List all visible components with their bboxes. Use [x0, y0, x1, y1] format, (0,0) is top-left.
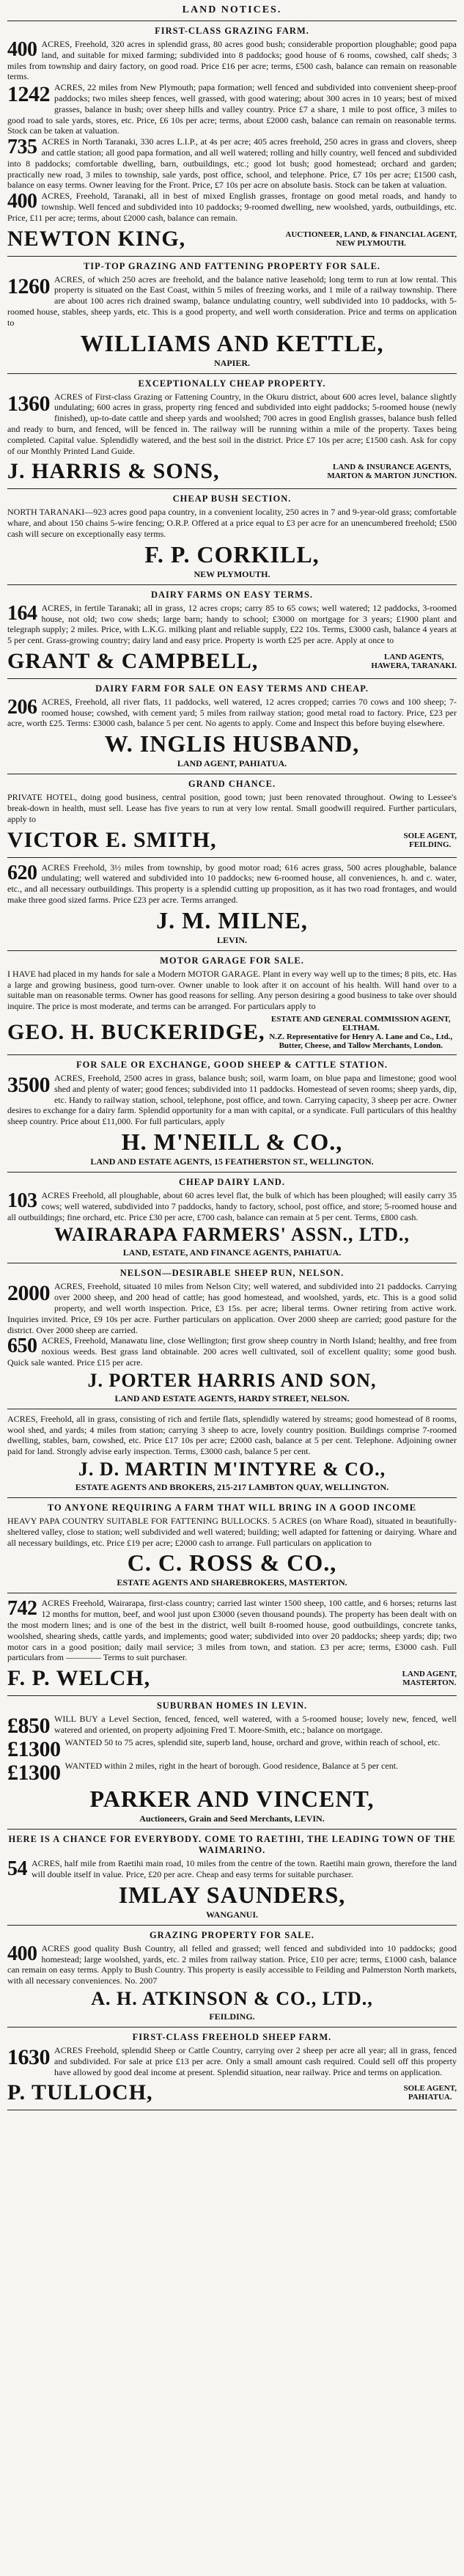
ad-paragraph: [7, 1335, 457, 1368]
divider: [7, 1172, 457, 1173]
ad-title: FIRST-CLASS GRAZING FARM.: [155, 26, 309, 36]
agent-role: LAND & INSURANCE AGENTS,: [332, 463, 452, 472]
acreage-figure: 54: [7, 1857, 27, 1881]
agent-name: J. M. MILNE,: [156, 906, 308, 933]
acreage-figure: 742: [7, 1597, 37, 1621]
agent-signature: [7, 1786, 457, 1824]
ad-block: [7, 378, 457, 490]
ad-block: [7, 683, 457, 774]
agent-place: ESTATE AGENTS AND BROKERS, 215-217 LAMBTON QUAY, WELLINGTON.: [75, 1481, 389, 1492]
ad-block: [7, 779, 457, 857]
acreage-figure: 2000: [7, 1281, 50, 1306]
ad-title: SUBURBAN HOMES IN LEVIN.: [156, 1700, 308, 1711]
agent-signature: [7, 459, 457, 484]
ad-block: [7, 862, 457, 951]
agent-name: P. TULLOCH,: [7, 2080, 153, 2105]
divider: [7, 2027, 457, 2028]
ad-title: GRAND CHANCE.: [188, 779, 276, 790]
agent-place: LAND AND ESTATE AGENTS, HARDY STREET, NELSON.: [114, 1392, 350, 1403]
agent-place: LAND AND ESTATE AGENTS, 15 FEATHERSTON ST., WELLINGTON.: [90, 1156, 374, 1167]
ad-paragraph: [7, 2045, 457, 2077]
ad-text: ACRES, Freehold, Manawatu line, close Wellington; first grow sheep country in North Island; healthy, and free from noxious weeds. Best grass land obtainable. 200 acres well cultivated, soil of excellent quality; some good bush. Quick sale wanted. Price £15 per acre.: [7, 1335, 457, 1368]
agent-name: GEO. H. BUCKERIDGE,: [7, 1020, 265, 1045]
ad-paragraph: [7, 792, 457, 824]
acreage-figure: 206: [7, 695, 37, 719]
agent-signature: [7, 828, 457, 853]
ad-block: [7, 261, 457, 374]
agent-role-block: [285, 230, 457, 248]
agent-name: C. C. ROSS & CO.,: [127, 1549, 337, 1577]
ad-text: ACRES, half mile from Raetihi main road, 10 miles from the centre of the town. Raetihi main grown, therefore the land will double itself in value. Price, £20 per acre. Cheap and easy terms for suitable purchaser.: [32, 1858, 457, 1879]
agent-signature: [7, 1370, 457, 1404]
agent-row: [7, 649, 457, 674]
ad-block: [7, 1502, 457, 1593]
ad-text: ACRES Freehold, 3½ miles from township, by good motor road; 616 acres grass, 500 acres ploughable, balance undulating; well watered and subdivided into 10 paddocks; new 6-roomed house, all conveniences, h. and c. water, etc., and all necessary outbuildings. This property is a splendid cutting up proposition, as it has two road frontages, and would make three good sized farms. Price £23 per acre. Terms arranged.: [7, 862, 457, 906]
acreage-figure: £850: [7, 1714, 50, 1739]
divider: [7, 1497, 457, 1498]
ad-block: [7, 493, 457, 584]
ad-title: TIP-TOP GRAZING AND FATTENING PROPERTY FOR SALE.: [83, 260, 381, 271]
ad-title: TO ANYONE REQUIRING A FARM THAT WILL BRING IN A GOOD INCOME: [47, 1502, 417, 1513]
agent-name: J. D. MARTIN M'INTYRE & CO.,: [78, 1458, 386, 1480]
agent-signature: [7, 2080, 457, 2105]
ad-text: ACRES in North Taranaki, 330 acres L.I.P., at 4s per acre; 405 acres freehold, 250 acres in grass and clovers, sheep and cattle station; all good papa formation, and all well watered; rolling and hilly country, well fenced and subdivided into 8 paddocks; comfortable dwelling, barn, outbuildings, etc.; good lot bush; good homestead; orchard and garden; practically new road, 3 miles to township, sale yards, post office, school, and telephone. Price, £7 10s per acre; £1500 cash, balance on easy terms. Owner leaving for the Front. Price, £7 10s per acre on absolute basis. Stock can be taken at valuation.: [7, 136, 457, 191]
agent-place: MASTERTON.: [402, 1678, 457, 1688]
agent-role: LAND AGENTS,: [384, 652, 444, 661]
agent-row: [7, 1015, 457, 1050]
agent-signature: [7, 330, 457, 369]
agent-name: J. PORTER HARRIS AND SON,: [87, 1369, 377, 1391]
acreage-figure: £1300: [7, 1761, 61, 1786]
ad-text: ACRES of First-class Grazing or Fattening Country, in the Okuru district, about 600 acres level, balance slightly undulating; 600 acres in grass, property ring fenced and subdivided into eight paddocks; 5-roomed house (newly finished), up-to-date cattle and sheep yards and woolshed; 700 acres in good English grasses, balance bush felled and ready to burn, and fenced, will be fenced in. The railway will be running within a mile of the property. Taxes being completed. Capital value. Splendidly watered, and the best soil in the district. Price £7 10s per acre; £1500 cash. Ask for copy of our Monthly Printed Land Guide.: [7, 391, 457, 456]
section-header: LAND NOTICES.: [182, 4, 282, 15]
acreage-figure: 400: [7, 38, 37, 61]
agent-signature: [7, 1015, 457, 1050]
ad-block: [7, 1930, 457, 2028]
ad-paragraph: [7, 1281, 457, 1335]
acreage-figure: 400: [7, 1942, 37, 1965]
agent-signature: [7, 907, 457, 946]
acreage-figure: 164: [7, 601, 37, 625]
ad-text: WANTED 50 to 75 acres, splendid site, superb land, house, orchard and grove, within reach of school, etc.: [65, 1737, 441, 1748]
ad-block: [7, 955, 457, 1055]
divider: [7, 256, 457, 257]
agent-place: FEILDING.: [409, 840, 452, 849]
divider: [7, 950, 457, 951]
agent-role-block: [403, 2084, 457, 2102]
ad-text: WILL BUY a Level Section, fenced, fenced, well watered, with a 5-roomed house; lovely new, fenced, well watered and oriented, on property adjoining Fred T. Moore-Smith, etc.; balance on mortgage.: [54, 1714, 457, 1735]
agent-place: LEVIN.: [216, 934, 247, 945]
ad-paragraph: [7, 1190, 457, 1222]
ad-block: [7, 590, 457, 679]
ads-list: [7, 26, 457, 2110]
agent-role: ESTATE AND GENERAL COMMISSION AGENT, ELTHAM.: [270, 1015, 451, 1033]
ad-paragraph: [7, 1761, 457, 1784]
ad-title: CHEAP BUSH SECTION.: [172, 493, 292, 504]
acreage-figure: 735: [7, 136, 37, 159]
divider: [7, 1829, 457, 1830]
agent-name: VICTOR E. SMITH,: [7, 827, 217, 852]
divider: [7, 488, 457, 489]
ad-text: ACRES, Freehold, situated 10 miles from Nelson City; well watered, and subdivided into 21 paddocks. Carrying over 2000 sheep, and 200 head of cattle; has good homestead, and woolshed, yards, etc. This is a good solid property, and well worth inspection. Price, £3 15s. per acre; liberal terms. Owner retiring from active work. Inquiries invited. Price, £9 10s per acre. Further particulars on application. Over 2000 sheep are carried; good pasture for the district. Over 2000 sheep are carried.: [7, 1281, 457, 1335]
acreage-figure: 3500: [7, 1073, 50, 1098]
ad-block: [7, 26, 457, 257]
agent-place: LAND, ESTATE, AND FINANCE AGENTS, PAHIATUA.: [122, 1247, 342, 1258]
agent-name: IMLAY SAUNDERS,: [118, 1881, 346, 1908]
agent-place: PAHIATUA.: [408, 2093, 452, 2102]
agent-name: F. P. WELCH,: [7, 1666, 151, 1691]
ad-text: ACRES, in fertile Taranaki; all in grass, 12 acres crops; carry 85 to 65 cows; well watered; 12 paddocks, 3-roomed house, not old; two cow sheds; large barn; handy to school; £3000 on mortgage for 3 years; £1900 plant and telegraph supply; 2 miles. Price, with L.K.G. milking plant and reliable supply, £22 10s. Terms, £3000 cash, balance 4 years at 5 per cent. Grass-growing country; dairy land and easy price. Property is worth £25 per acre. Apply at once to: [7, 602, 457, 646]
agent-place: LAND AGENT, PAHIATUA.: [177, 758, 287, 769]
newspaper-column: [0, 4, 464, 2576]
ad-paragraph: [7, 1414, 457, 1457]
agent-row: [7, 227, 457, 252]
agent-place: N.Z. Representative for Henry A. Lane and Co., Ltd., Butter, Cheese, and Tallow Merchants, London.: [269, 1032, 453, 1051]
agent-signature: [7, 1129, 457, 1167]
ad-paragraph: [7, 969, 457, 1012]
agent-signature: [7, 1666, 457, 1691]
ad-text: PRIVATE HOTEL, doing good business, central position, good town; just been renovated throughout. Owing to Lessee's break-down in health, must sell. Lease has five years to run at very low rental. Small goodwill required. Further particulars, apply to: [7, 792, 457, 824]
agent-row: [7, 2080, 457, 2105]
ad-paragraph: [7, 507, 457, 539]
acreage-figure: 620: [7, 861, 37, 884]
agent-name: F. P. CORKILL,: [144, 540, 320, 568]
ad-text: ACRES, Freehold, 2500 acres in grass, balance bush; soil, warm loam, on blue papa and limestone; good wool shed and plenty of water; good fences; subdivided into 11 paddocks. Homestead of seven rooms; sheep yards, dip, etc. Handy to railway station, school, telephone, post office, and town. Carrying capacity, 3 sheep per acre. Owner desires to exchange for a dairy farm. Splendid opportunity for a man with capital, or a syndicate. Full particulars of this healthy sheep country. Price about £11,000. For full particulars, apply: [7, 1073, 457, 1127]
divider: [7, 1054, 457, 1055]
divider: [7, 678, 457, 679]
ad-text: ACRES Freehold, splendid Sheep or Cattle Country, carrying over 2 sheep per acre all year; all in grass, fenced and subdivided. For sale at price £13 per acre. Only a small amount cash required. Could sell off this property have allowed by good deal income at present. Splendid situation, near railway. Price and terms on application.: [54, 2044, 457, 2077]
agent-role-block: [371, 653, 457, 670]
agent-name: J. HARRIS & SONS,: [7, 459, 220, 484]
acreage-figure: £1300: [7, 1737, 61, 1762]
acreage-figure: 650: [7, 1335, 37, 1358]
agent-name: H. M'NEILL & CO.,: [121, 1129, 343, 1156]
ad-paragraph: [7, 1598, 457, 1663]
ad-title: CHEAP DAIRY LAND.: [179, 1177, 285, 1188]
ad-paragraph: [7, 1073, 457, 1127]
agent-role-block: [402, 1670, 457, 1687]
ad-text: ACRES, 22 miles from New Plymouth; papa formation; well fenced and subdivided into convenient sheep-proof paddocks; two miles sheep fences, well grassed, with good watering; about 300 acres in 10 years; best of mixed grasses, balance in bush; over sheep hills and valley country. Price £7 a share, 1 mile to post office, 3 miles to good road to sale yards, stores, etc. Price, £6 10s per acre; terms, about £2000 cash, balance can remain on reasonable terms. Stock can be taken at valuation.: [7, 82, 457, 136]
ad-paragraph: [7, 191, 457, 223]
agent-role: AUCTIONEER, LAND, & FINANCIAL AGENT,: [285, 230, 457, 239]
agent-role-block: [327, 463, 457, 480]
ad-paragraph: [7, 82, 457, 136]
agent-signature: [7, 1224, 457, 1258]
agent-name: GRANT & CAMPBELL,: [7, 648, 259, 673]
agent-signature: [7, 541, 457, 580]
ad-title: GRAZING PROPERTY FOR SALE.: [149, 1929, 315, 1940]
agent-signature: [7, 1988, 457, 2022]
agent-place: WANGANUI.: [205, 1909, 258, 1920]
ad-title: NELSON—DESIRABLE SHEEP RUN, NELSON.: [119, 1268, 345, 1279]
ad-title: FIRST-CLASS FREEHOLD SHEEP FARM.: [132, 2031, 332, 2042]
divider: [7, 857, 457, 858]
agent-row: [7, 459, 457, 484]
agent-signature: [7, 649, 457, 674]
agent-role: LAND AGENT,: [402, 1670, 457, 1679]
divider: [7, 373, 457, 374]
ad-paragraph: [7, 136, 457, 191]
agent-name: WAIRARAPA FARMERS' ASSN., LTD.,: [54, 1224, 410, 1246]
agent-signature: [7, 1882, 457, 1920]
acreage-figure: 1630: [7, 2044, 50, 2069]
agent-role-block: [403, 832, 457, 849]
ad-title: MOTOR GARAGE FOR SALE.: [160, 955, 304, 966]
agent-name: PARKER AND VINCENT,: [89, 1786, 375, 1813]
ad-text: HEAVY PAPA COUNTRY SUITABLE FOR FATTENING BULLOCKS. 5 ACRES (on Whare Road), situated in beautifully-sheltered valley, close to station; well subdivided and well watered; building; well adapted for fattening or dairying. Whare and all necessary buildings, etc. Price £19 per acre; £2000 cash to arrange. Full particulars on application to: [7, 1515, 457, 1548]
agent-name: A. H. ATKINSON & CO., LTD.,: [91, 1987, 373, 2009]
ad-title: EXCEPTIONALLY CHEAP PROPERTY.: [138, 378, 326, 389]
acreage-figure: 1242: [7, 82, 50, 107]
agent-name: W. INGLIS HUSBAND,: [104, 730, 360, 757]
ad-paragraph: [7, 1858, 457, 1880]
agent-signature: [7, 1549, 457, 1588]
ad-block: [7, 1414, 457, 1498]
acreage-figure: 400: [7, 190, 37, 213]
agent-role: SOLE AGENT,: [403, 831, 457, 840]
agent-role-block: [265, 1015, 457, 1050]
ad-title: DAIRY FARMS ON EASY TERMS.: [150, 589, 314, 600]
acreage-figure: 1360: [7, 391, 50, 416]
agent-signature: [7, 227, 457, 252]
agent-name: WILLIAMS AND KETTLE,: [80, 329, 384, 356]
ad-paragraph: [7, 697, 457, 729]
ad-title: DAIRY FARM FOR SALE ON EASY TERMS AND CHEAP.: [95, 683, 369, 694]
agent-name: NEWTON KING,: [7, 226, 186, 251]
ad-block: [7, 1060, 457, 1173]
agent-place: NEW PLYMOUTH.: [194, 568, 270, 579]
ad-block: [7, 1700, 457, 1830]
ad-text: ACRES good quality Bush Country, all felled and grassed; well fenced and subdivided into 10 paddocks; good homestead; large woolshed, yards, etc. 2 miles from railway station. Price, £10 per acre; terms, £1000 cash, balance can remain on easy terms. Apply to Bush Country. This property is easily accessible to Feilding and Palmerston North markets, with all necessary conveniences. No. 2007: [7, 1942, 457, 1986]
agent-signature: [7, 1458, 457, 1493]
ad-block: [7, 1834, 457, 1926]
ad-paragraph: [7, 1943, 457, 1986]
agent-row: [7, 828, 457, 853]
ad-text: NORTH TARANAKI—923 acres good papa country, in a convenient locality, 250 acres in 7 and 9-year-old grass; comfortable whare, and about 150 chains 5-wire fencing; O.R.P. Offered at a price equal to £3 per acre for an unencumbered freehold; £500 cash will secure on exceptionally easy terms.: [7, 507, 457, 539]
ad-text: ACRES, Freehold, all river flats, 11 paddocks, well watered, 12 acres cropped; carries 70 cows and 100 sheep; 7-roomed house; cowshed, with cement yard; 5 miles from railway station; good metal road to factory. Price, £23 per acre, worth £25. Terms: £3000 cash, balance 5 per cent. No agents to apply. Come and Inspect this before buying elsewhere.: [7, 696, 457, 729]
ad-paragraph: [7, 392, 457, 457]
agent-role: SOLE AGENT,: [403, 2084, 457, 2094]
agent-place: NAPIER.: [213, 357, 250, 368]
ad-paragraph: [7, 274, 457, 329]
ad-text: ACRES, Freehold, Taranaki, all in best of mixed English grasses, frontage on good metal roads, and handy to township. Well fenced and subdivided into 10 paddocks; 9-roomed dwelling, new woolshed, yards, outbuildings, etc. Price, £11 per acre; terms, about £2000 cash, balance can remain.: [7, 191, 457, 223]
ad-text: WANTED within 2 miles, right in the heart of borough. Good residence, Balance at 5 per cent.: [65, 1761, 399, 1772]
divider: [7, 1695, 457, 1696]
agent-place: NEW PLYMOUTH.: [336, 238, 406, 248]
ad-text: ACRES Freehold, all ploughable, about 60 acres level flat, the bulk of which has been ploughed; will easily carry 35 cows; well watered, subdivided into 7 paddocks, handy to factory, school, post office, and store; 5-roomed house and all outbuildings; fine orchard, etc. Price £30 per acre, £700 cash, balance can remain at 5 per cent. Terms, £800 cash.: [7, 1190, 457, 1222]
ad-title: HERE IS A CHANCE FOR EVERYBODY. COME TO RAETIHI, THE LEADING TOWN OF THE WAIMARINO.: [8, 1834, 456, 1856]
acreage-figure: 103: [7, 1189, 37, 1213]
ad-paragraph: [7, 1516, 457, 1548]
divider: [7, 1925, 457, 1926]
agent-place: Auctioneers, Grain and Seed Merchants, LEVIN.: [139, 1813, 325, 1824]
agent-place: ESTATE AGENTS AND SHAREBROKERS, MASTERTON.: [117, 1577, 347, 1588]
ad-block: [7, 1177, 457, 1263]
ad-block: [7, 2032, 457, 2110]
ad-paragraph: [7, 603, 457, 646]
ad-text: ACRES, Freehold, all in grass, consisting of rich and fertile flats, splendidly watered by streams; good homestead of 8 rooms, wool shed, and yards; 4 miles from station; carrying 3 sheep to acre, lovely country position. Buildings comprise 7-roomed dwelling, stables, barn, cowshed, etc. Price £17 10s per acre; £2000 cash, balance at 5 per cent. Telephone. Adjoining owner paid for land. Strongly advise early inspection. Terms, £3000 cash, balance 5 per cent.: [7, 1413, 457, 1457]
ad-block: [7, 1268, 457, 1409]
ad-text: I HAVE had placed in my hands for sale a Modern MOTOR GARAGE. Plant in every way well up to the times; 8 pits, etc. Has a large and growing business, good turn-over. Owner unable to look after it on account of his health. Will hand over to a suitable man on reasonable terms. Owner has good reasons for selling. Any person desiring a good business to take over should inquire. The price is most moderate, and terms can be arranged. For particulars apply to: [7, 968, 457, 1012]
ad-paragraph: [7, 1714, 457, 1737]
divider: [7, 584, 457, 585]
ad-paragraph: [7, 862, 457, 906]
ad-paragraph: [7, 1737, 457, 1761]
agent-signature: [7, 730, 457, 769]
ad-block: [7, 1598, 457, 1696]
acreage-figure: 1260: [7, 274, 50, 298]
ad-text: ACRES Freehold, Wairarapa, first-class country; carried last winter 1500 sheep, 100 cattle, and 6 horses; returns last 12 months for mutton, beef, and wool just upon £3000 (seven thousand pounds). The property has been dealt with on the most modern lines; and is one of the best in the district, well built 8-roomed house, good outbuildings, concrete tanks, woolshed, shearing sheds, cattle yards, and implements; good water; subdivided into over 20 paddocks; sheep yards; dip; two motor cars in a good position; daily mail service; 3 miles from town, and station. £3 per acre; terms, £3000 cash. Full particulars from ———— Terms to suit purchaser.: [7, 1598, 457, 1663]
ad-title: FOR SALE OR EXCHANGE, GOOD SHEEP & CATTLE STATION.: [76, 1060, 388, 1071]
agent-row: [7, 1666, 457, 1691]
agent-place: HAWERA, TARANAKI.: [371, 661, 457, 670]
agent-place: MARTON & MARTON JUNCTION.: [327, 471, 457, 481]
ad-text: ACRES, of which 250 acres are freehold, and the balance native leasehold; long term to run at low rental. This property is situated on the East Coast, within 5 miles of freezing works, and 1 mile of a railway township. There are about 100 acres rich drained swamp, balance undulating country, well subdivided into 10 paddocks, with 5-roomed house, stables, sheep yards, etc. This is a good property, and well worth consideration. Price and terms on application to: [7, 274, 457, 328]
agent-place: FEILDING.: [209, 2011, 255, 2022]
ad-paragraph: [7, 39, 457, 82]
ad-text: ACRES, Freehold, 320 acres in splendid grass, 80 acres good bush; considerable proportion ploughable; good papa land, and suitable for mixed farming; subdivided into 8 paddocks; good house of 6 rooms, cowshed, calf sheds; 3 miles from township and dairy factory, on good road. Price £16 per acre; terms, £500 cash, balance can remain on reasonable terms.: [7, 39, 457, 82]
